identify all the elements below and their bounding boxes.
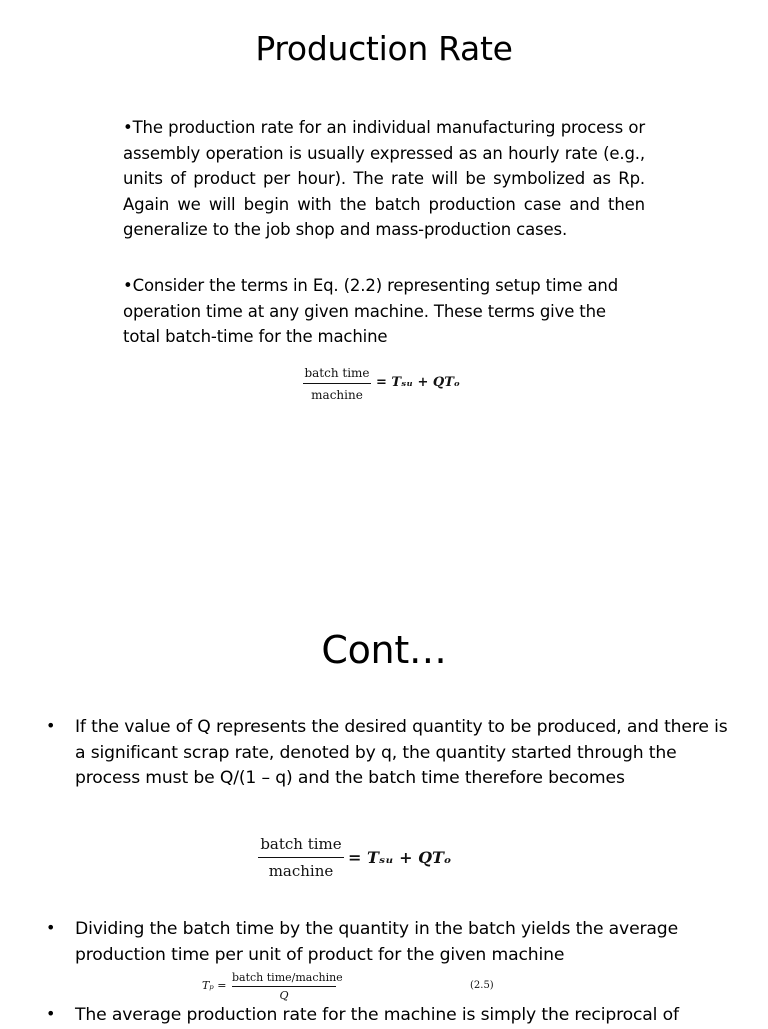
fraction-bar <box>303 383 371 384</box>
fraction-numerator: batch time <box>260 835 342 853</box>
bullet-icon: • <box>46 1004 56 1023</box>
equation-right-side: = Tₛᵤ + QTₒ <box>376 375 460 390</box>
bullet-average-production-rate: The average production rate for the machine is simply the reciprocal of <box>75 1005 679 1025</box>
slide-cont <box>0 560 768 1024</box>
slide-title: Production Rate <box>255 29 513 68</box>
equation-fraction <box>303 366 371 402</box>
equation-fraction <box>258 835 344 880</box>
equation-fraction <box>232 971 343 1002</box>
fraction-denominator: machine <box>311 388 363 402</box>
slide-title: Cont… <box>321 628 447 672</box>
equation-batch-time <box>300 364 500 408</box>
paragraph-production-rate-definition: •The production rate for an individual manufacturing process or assembly operation is usually expressed as an hourly rate (e.g., units of product per hour). The rate will be symbolized as Rp. Again we will begin with the batch production case and then generalize to the job shop and mass-production cases. <box>123 118 645 240</box>
bullet-icon: • <box>46 716 56 735</box>
fraction-numerator: batch time <box>304 366 370 380</box>
bullet-scrap-rate: If the value of Q represents the desired quantity to be produced, and there is a significant scrap rate, denoted by q, the quantity started through the process must be Q/(1 – q) and the batch time therefore becomes <box>75 717 728 789</box>
equation-right-side: = Tₛᵤ + QTₒ <box>348 848 452 867</box>
equation-left-side: Tₚ = <box>202 979 227 992</box>
bullet-icon: • <box>46 918 56 937</box>
fraction-bar <box>232 986 336 987</box>
fraction-denominator: Q <box>279 989 289 1002</box>
bullet-average-production-time: Dividing the batch time by the quantity in the batch yields the average production time per unit of product for the given machine <box>75 919 678 965</box>
equation-batch-time <box>256 833 486 887</box>
fraction-numerator: batch time/machine <box>232 971 343 984</box>
fraction-denominator: machine <box>268 862 334 880</box>
paragraph-batch-time-terms: •Consider the terms in Eq. (2.2) representing setup time and operation time at any given machine. These terms give the total batch-time for the machine <box>123 276 619 347</box>
equation-number: (2.5) <box>470 980 494 991</box>
equation-production-time-per-unit <box>200 970 520 1006</box>
fraction-bar <box>258 857 344 858</box>
